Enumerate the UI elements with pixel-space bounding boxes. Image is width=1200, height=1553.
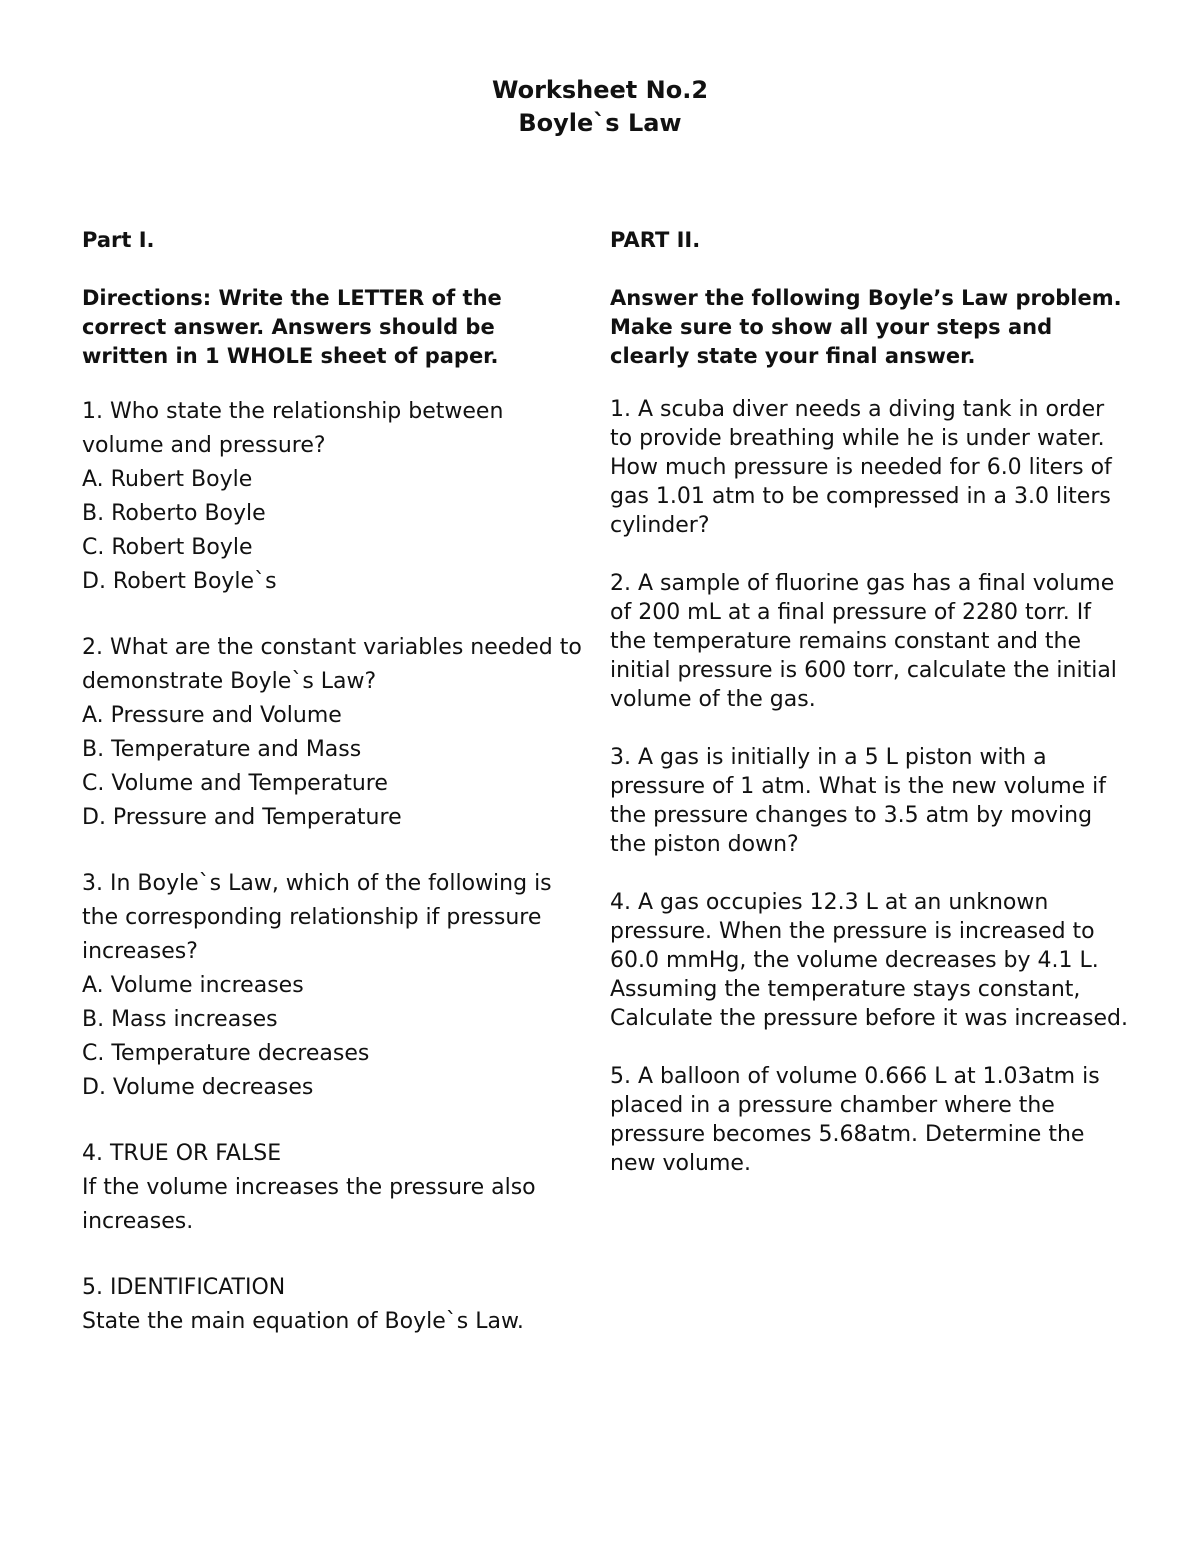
answer-choice: A. Rubert Boyle [82, 467, 253, 492]
answer-choice: B. Temperature and Mass [82, 737, 362, 762]
problem-text: 2. A sample of fluorine gas has a final volume of 200 mL at a final pressure of 2280 torr. If the temperature remains constant and the initial pressure is 600 torr, calculate the initial volume of the gas. [610, 571, 1117, 712]
question-text: 2. What are the constant variables needed to demonstrate Boyle`s Law? [82, 635, 582, 694]
problem-item [610, 1062, 1130, 1178]
part-one-column [82, 226, 582, 1371]
part-one-heading: Part I. [82, 228, 155, 252]
answer-choice: B. Mass increases [82, 1007, 278, 1032]
part-two-heading: PART II. [610, 228, 701, 252]
answer-choice: C. Robert Boyle [82, 535, 253, 560]
answer-choice: D. Pressure and Temperature [82, 805, 402, 830]
answer-choice: D. Robert Boyle`s [82, 569, 277, 594]
question-statement: If the volume increases the pressure also increases. [82, 1175, 536, 1234]
question-text: 3. In Boyle`s Law, which of the following is the corresponding relationship if pressure increases? [82, 871, 552, 964]
problem-text: 5. A balloon of volume 0.666 L at 1.03atm is placed in a pressure chamber where the pressure becomes 5.68atm. Determine the new volume. [610, 1064, 1100, 1176]
question-text: 5. IDENTIFICATION [82, 1275, 286, 1300]
question-text: 1. Who state the relationship between volume and pressure? [82, 399, 504, 458]
question-statement: State the main equation of Boyle`s Law. [82, 1309, 524, 1334]
answer-choice: C. Volume and Temperature [82, 771, 388, 796]
question-item [82, 395, 582, 599]
answer-choice: A. Volume increases [82, 973, 304, 998]
answer-choice: C. Temperature decreases [82, 1041, 370, 1066]
question-item [82, 867, 582, 1105]
question-item [82, 1137, 582, 1239]
answer-choice: D. Volume decreases [82, 1075, 314, 1100]
part-one-directions: Directions: Write the LETTER of the correct answer. Answers should be written in 1 WHOLE sheet of paper. [82, 286, 502, 368]
problem-text: 3. A gas is initially in a 5 L piston with a pressure of 1 atm. What is the new volume if the pressure changes to 3.5 atm by moving the piston down? [610, 745, 1107, 857]
problem-text: 4. A gas occupies 12.3 L at an unknown pressure. When the pressure is increased to 60.0 mmHg, the volume decreases by 4.1 L. Assuming the temperature stays constant, Calculate the pressure before it was increased. [610, 890, 1128, 1031]
problem-item [610, 888, 1130, 1033]
question-text: 4. TRUE OR FALSE [82, 1141, 282, 1166]
answer-choice: A. Pressure and Volume [82, 703, 342, 728]
question-item [82, 1271, 582, 1339]
page-title: Worksheet No.2 [491, 76, 709, 104]
part-two-column [610, 226, 1130, 1207]
answer-choice: B. Roberto Boyle [82, 501, 266, 526]
problem-text: 1. A scuba diver needs a diving tank in order to provide breathing while he is under water. How much pressure is needed for 6.0 liters of gas 1.01 atm to be compressed in a 3.0 liters cylinder? [610, 397, 1112, 538]
problem-item [610, 395, 1130, 540]
worksheet-header [0, 74, 1200, 140]
problem-item [610, 569, 1130, 714]
problem-item [610, 743, 1130, 859]
page-subtitle: Boyle`s Law [518, 109, 682, 137]
question-item [82, 631, 582, 835]
part-two-directions: Answer the following Boyle’s Law problem. Make sure to show all your steps and clearly state your final answer. [610, 286, 1122, 368]
